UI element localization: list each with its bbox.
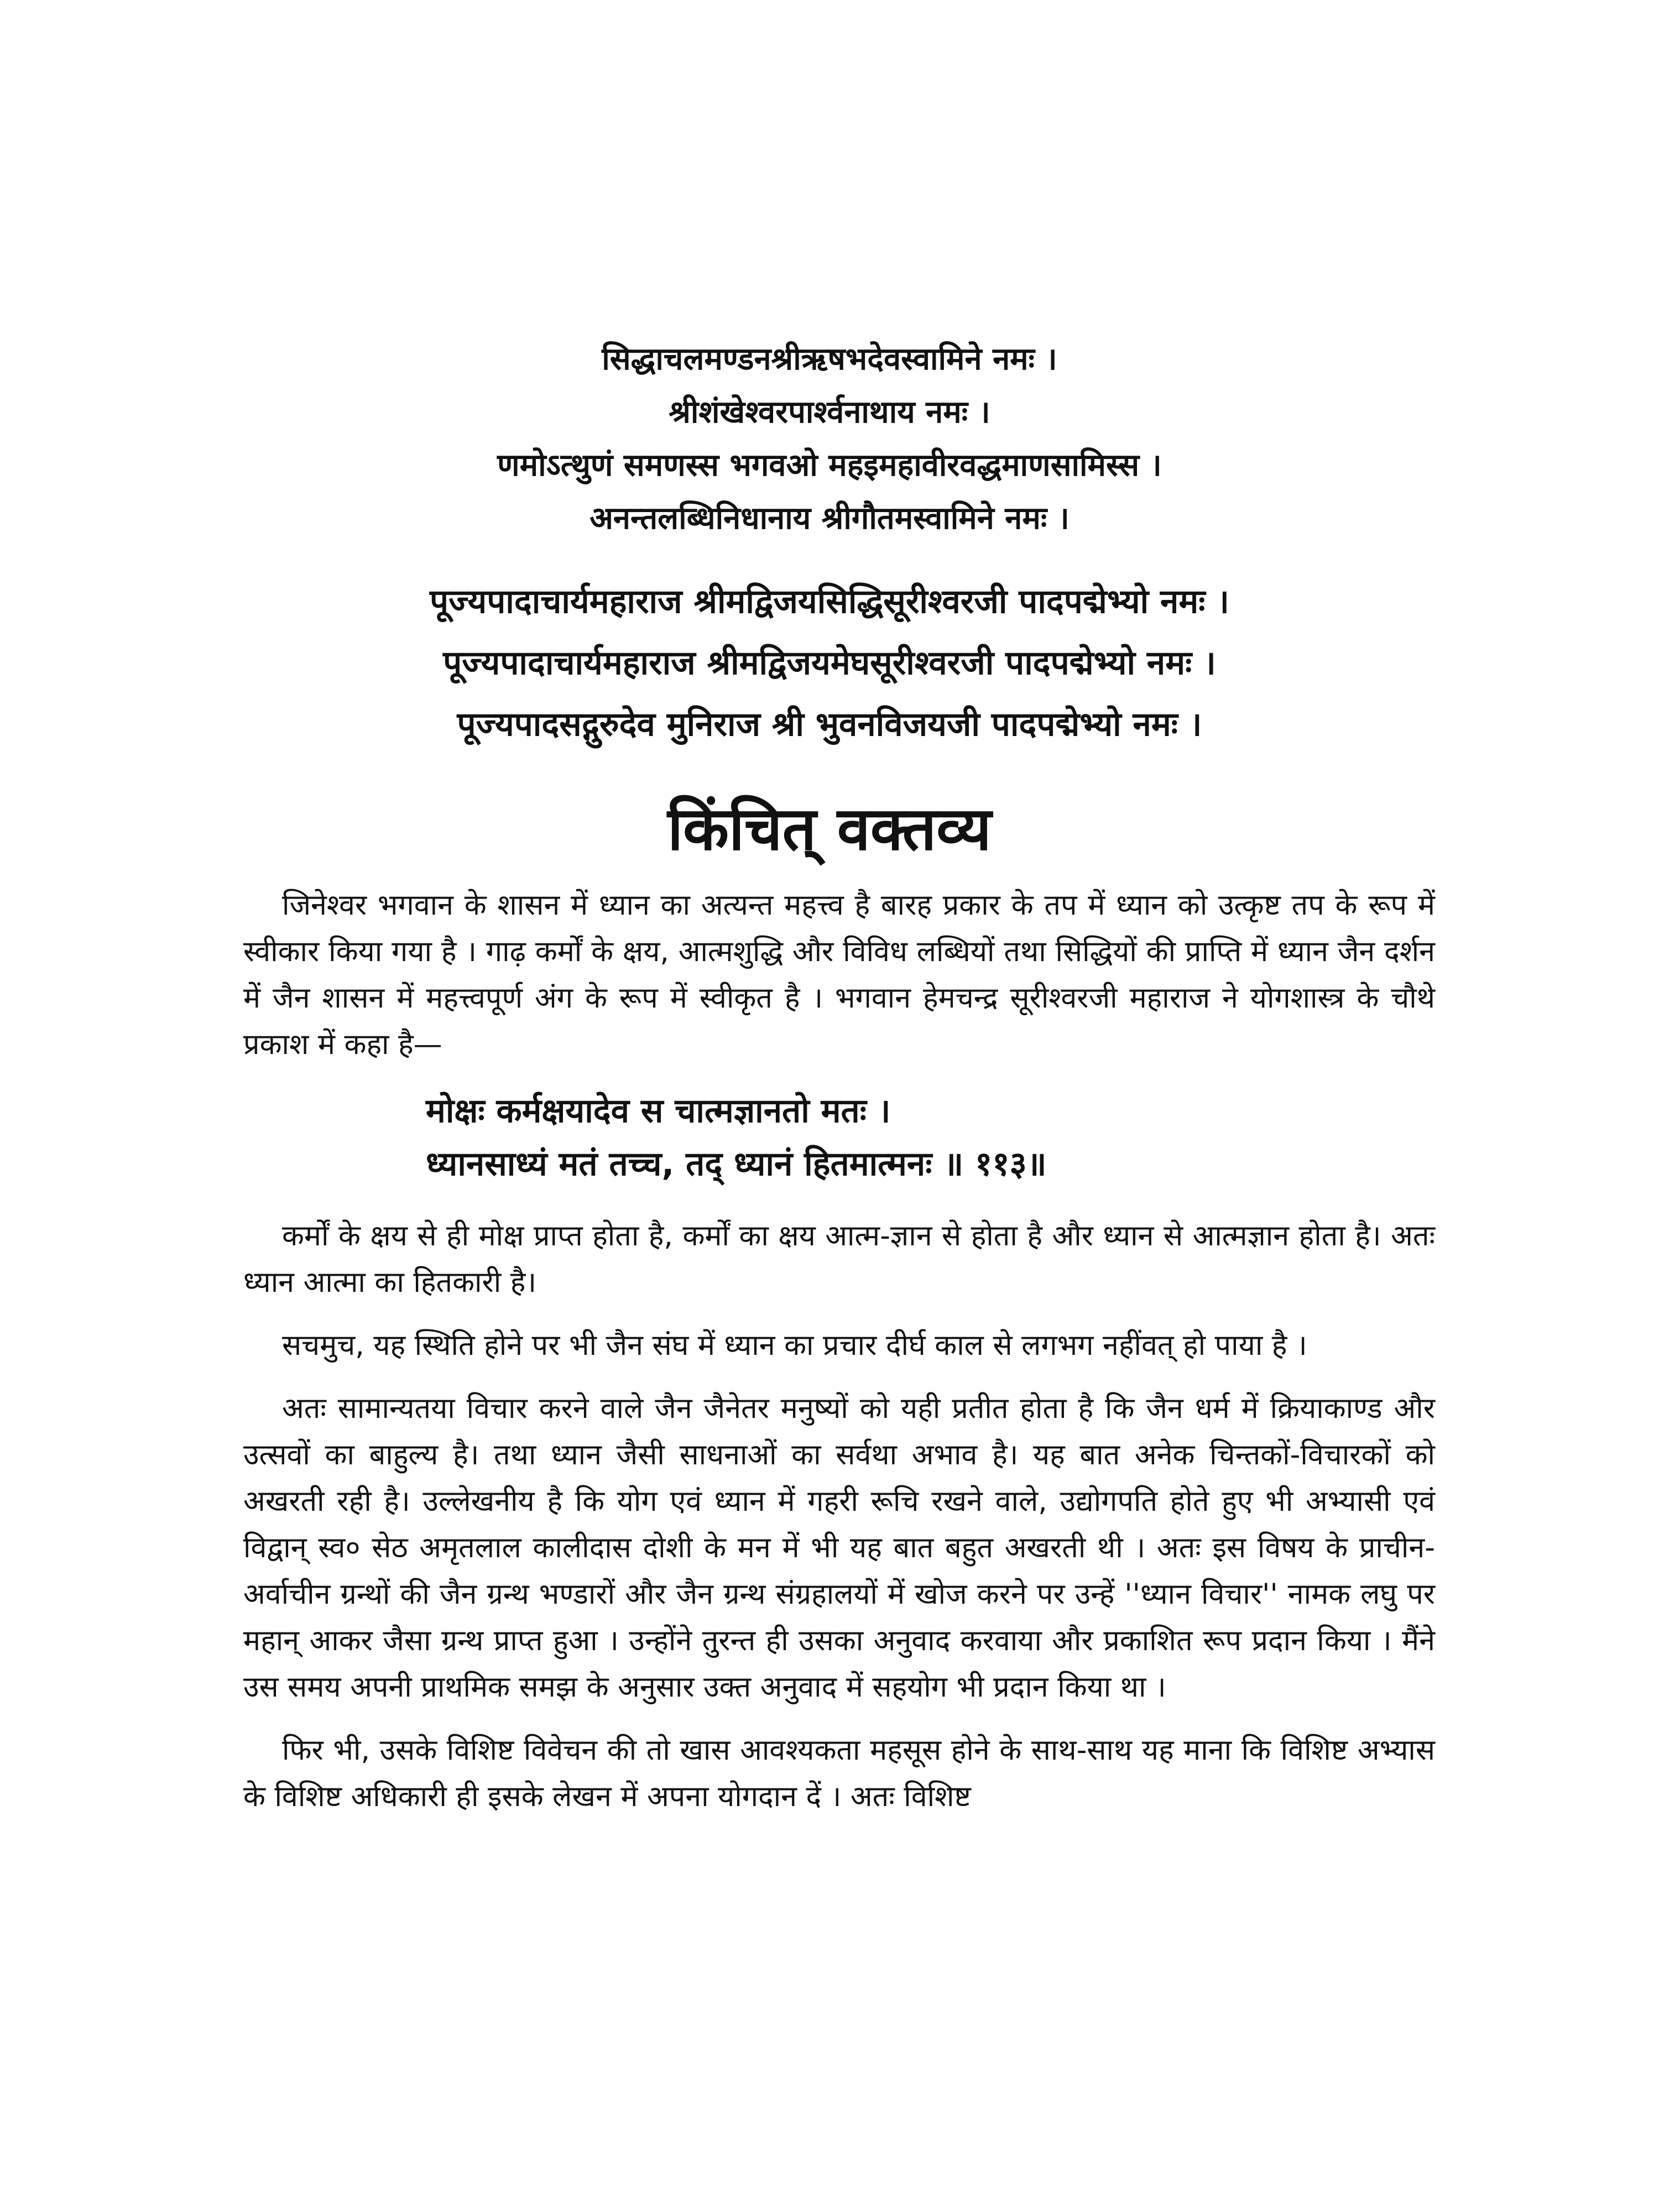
paragraph: कर्मों के क्षय से ही मोक्ष प्राप्त होता है, कर्मों का क्षय आत्म-ज्ञान से होता है और ध्यान से आत्मज्ञान होता है। अतः ध्यान आत्मा का हितकारी है।	[243, 1219, 1435, 1299]
shloka-quote	[243, 1084, 1435, 1191]
paragraph: सचमुच, यह स्थिति होने पर भी जैन संघ में ध्यान का प्रचार दीर्घ काल से लगभग नहींवत् हो पाया है ।	[282, 1329, 1307, 1362]
guru-invocation-line: पूज्यपादाचार्यमहाराज श्रीमद्विजयसिद्धिसूरीश्वरजी पादपद्मेभ्यो नमः ।	[430, 582, 1229, 621]
shloka-line: मोक्षः कर्मक्षयादेव स चात्मज्ञानतो मतः ।	[426, 1092, 891, 1130]
invocation-block	[0, 340, 1659, 552]
paragraph: अतः सामान्यतया विचार करने वाले जैन जैनेतर मनुष्यों को यही प्रतीत होता है कि जैन धर्म में क्रियाकाण्ड और उत्सवों का बाहुल्य है। तथा ध्यान जैसी साधनाओं का सर्वथा अभाव है। यह बात अनेक चिन्तकों-विचारकों को अखरती रही है। उल्लेखनीय है कि योग एवं ध्यान में गहरी रूचि रखने वाले, उद्योगपति होते हुए भी अभ्यासी एवं विद्वान् स्व० सेठ अमृतलाल कालीदास दोशी के मन में भी यह बात बहुत अखरती थी । अतः इस विषय के प्राचीन-अर्वाचीन ग्रन्थों की जैन ग्रन्थ भण्डारों और जैन ग्रन्थ संग्रहालयों में खोज करने पर उन्हें ''ध्यान विचार'' नामक लघु पर महान् आकर जैसा ग्रन्थ प्राप्त हुआ । उन्होंने तुरन्त ही उसका अनुवाद करवाया और प्रकाशित रूप प्रदान किया । मैंने उस समय अपनी प्राथमिक समझ के अनुसार उक्त अनुवाद में सहयोग भी प्रदान किया था ।	[243, 1392, 1435, 1704]
guru-invocation-line: पूज्यपादाचार्यमहाराज श्रीमद्विजयमेघसूरीश्वरजी पादपद्मेभ्यो नमः ।	[443, 644, 1216, 682]
invocation-line: सिद्धाचलमण्डनश्रीऋषभदेवस्वामिने नमः ।	[602, 341, 1057, 377]
guru-invocation-line: पूज्यपादसद्गुरुदेव मुनिराज श्री भुवनविजयजी पादपद्मेभ्यो नमः ।	[457, 705, 1202, 744]
invocation-line: णमोऽत्थुणं समणस्स भगवओ महइमहावीरवद्धमाणसामिस्स ।	[497, 447, 1162, 483]
paragraph: जिनेश्वर भगवान के शासन में ध्यान का अत्यन्त महत्त्व है बारह प्रकार के तप में ध्यान को उत्कृष्ट तप के रूप में स्वीकार किया गया है । गाढ़ कर्मों के क्षय, आत्मशुद्धि और विविध लब्धियों तथा सिद्धियों की प्राप्ति में ध्यान जैन दर्शन में जैन शासन में महत्त्वपूर्ण अंग के रूप में स्वीकृत है । भगवान हेमचन्द्र सूरीश्वरजी महाराज ने योगशास्त्र के चौथे प्रकाश में कहा है—	[243, 889, 1435, 1061]
invocation-line: श्रीशंखेश्वरपार्श्वनाथाय नमः ।	[669, 394, 990, 430]
page-title: किंचित् वक्तव्य	[667, 795, 992, 864]
body-text	[243, 882, 1435, 1837]
invocation-line: अनन्तलब्धिनिधानाय श्रीगौतमस्वामिने नमः ।	[589, 500, 1070, 536]
paragraph: फिर भी, उसके विशिष्ट विवेचन की तो खास आवश्यकता महसूस होने के साथ-साथ यह माना कि विशिष्ट अभ्यास के विशिष्ट अधिकारी ही इसके लेखन में अपना योगदान दें । अतः विशिष्ट	[243, 1734, 1435, 1813]
guru-invocation-block	[0, 581, 1659, 765]
shloka-line: ध्यानसाध्यं मतं तच्च, तद् ध्यानं हितमात्मनः ॥ ११३॥	[426, 1145, 1047, 1183]
